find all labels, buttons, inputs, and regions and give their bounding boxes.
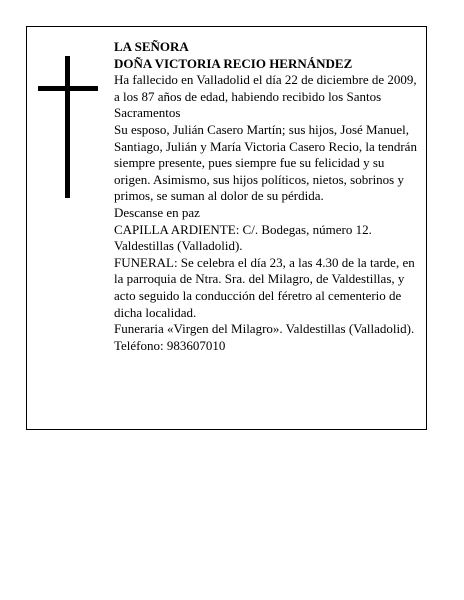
deceased-name: DOÑA VICTORIA RECIO HERNÁNDEZ — [114, 55, 353, 71]
cross-icon — [38, 56, 98, 198]
rest-in-peace: Descanse en paz — [114, 204, 200, 220]
notice-title: LA SEÑORA — [114, 39, 189, 54]
funeral-home-info: Funeraria «Virgen del Milagro». Valdestillas (Valladolid). Teléfono: 983607010 — [114, 321, 415, 353]
death-announcement: Ha fallecido en Valladolid el día 22 de diciembre de 2009, a los 87 años de edad, habiendo recibido los Santos Sacramentos — [114, 72, 417, 121]
funeral-info: FUNERAL: Se celebra el día 23, a las 4.30 de la tarde, en la parroquia de Ntra. Sra. del Milagro, de Valdestillas, y acto seguido la conducción del féretro al cementerio de dicha localidad. — [114, 254, 415, 320]
chapel-info: CAPILLA ARDIENTE: C/. Bodegas, número 12. Valdestillas (Valladolid). — [114, 221, 372, 254]
notice-body — [114, 39, 419, 354]
cross-vertical-bar — [65, 56, 70, 198]
cross-horizontal-bar — [38, 86, 98, 91]
family-paragraph: Su esposo, Julián Casero Martín; sus hijos, José Manuel, Santiago, Julián y María Victoria Casero Recio, la tendrán siempre presente, pues siempre fue su felicidad y su origen. Asimismo, sus hijos políticos, nietos, sobrinos y primos, se suman al dolor de su pérdida. — [114, 121, 417, 204]
